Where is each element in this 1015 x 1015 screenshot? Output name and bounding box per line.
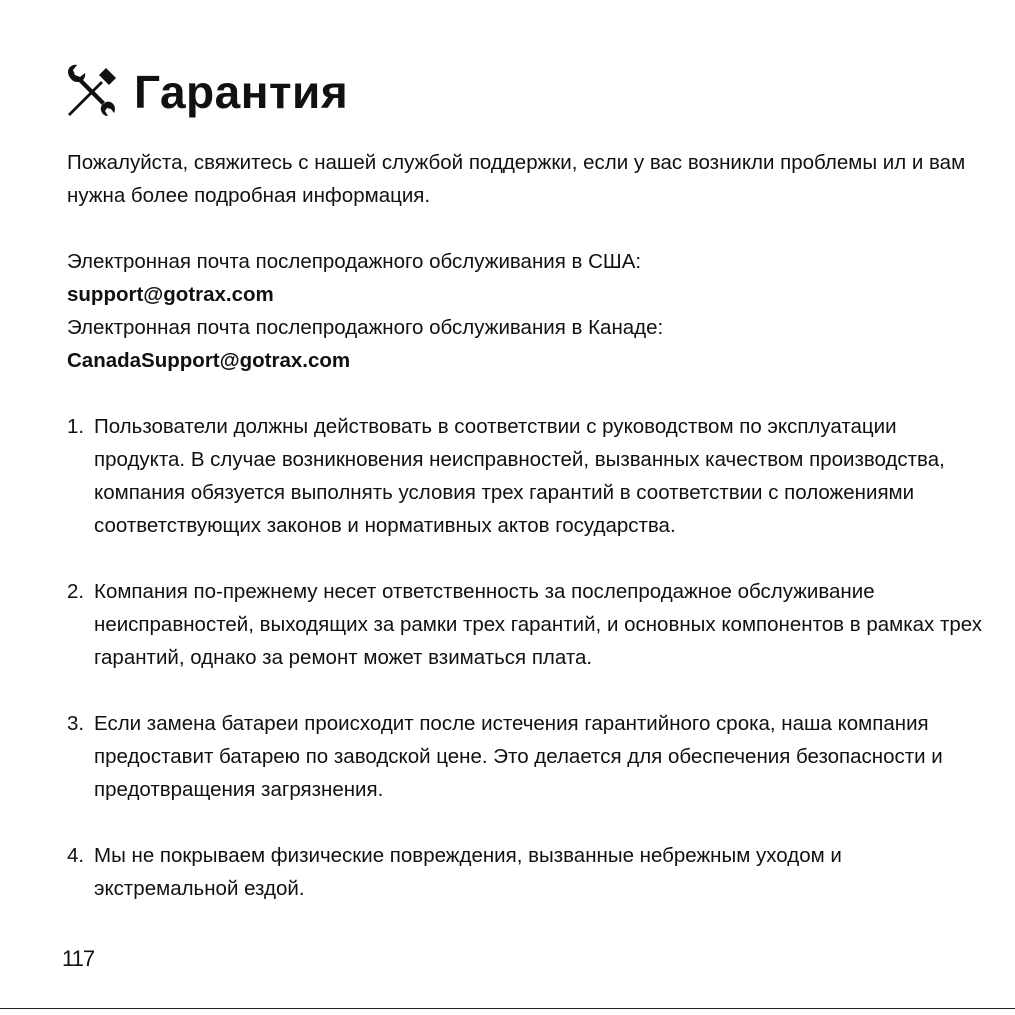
intro-text: Пожалуйста, свяжитесь с нашей службой поддержки, если у вас возникли проблемы ил и вам нужна более подробная информация.: [67, 151, 966, 207]
spacer: [67, 212, 987, 245]
footer-divider: [0, 1008, 1015, 1009]
list-item: [67, 410, 987, 542]
list-number: 1.: [67, 415, 85, 438]
us-email-link[interactable]: support@gotrax.com: [67, 283, 274, 306]
list-item: [67, 575, 987, 674]
list-number: 3.: [67, 712, 85, 735]
spacer: [67, 377, 987, 410]
list-text: Пользователи должны действовать в соответствии с руководством по эксплуатации продукта. В случае возникновения неисправностей, вызванных качеством производства, компания обязуется выполнять условия трех гарантий в соответствии с положениями соответствующих законов и нормативных актов государства.: [94, 415, 945, 537]
warranty-content: [67, 146, 987, 905]
list-text: Если замена батареи происходит после истечения гарантийного срока, наша компания предоставит батарею по заводской цене. Это делается для обеспечения безопасности и предотвращения загрязнения.: [94, 712, 943, 801]
list-item: [67, 707, 987, 806]
us-email-label: Электронная почта послепродажного обслуживания в США:: [67, 250, 642, 273]
list-item: [67, 839, 987, 905]
tools-icon: [62, 62, 122, 122]
spacer: [67, 806, 987, 839]
canada-email-label: Электронная почта послепродажного обслуживания в Канаде:: [67, 316, 664, 339]
canada-email-link[interactable]: CanadaSupport@gotrax.com: [67, 349, 351, 372]
page-number: 117: [62, 946, 95, 971]
page-header: [62, 60, 348, 124]
list-number: 2.: [67, 580, 85, 603]
spacer: [67, 542, 987, 575]
list-number: 4.: [67, 844, 85, 867]
spacer: [67, 674, 987, 707]
page-title: Гарантия: [134, 66, 349, 118]
list-text: Мы не покрываем физические повреждения, вызванные небрежным уходом и экстремальной ездой.: [94, 844, 842, 900]
list-text: Компания по-прежнему несет ответственность за послепродажное обслуживание неисправностей, выходящих за рамки трех гарантий, и основных компонентов в рамках трех гарантий, однако за ремонт может взиматься плата.: [94, 580, 982, 669]
